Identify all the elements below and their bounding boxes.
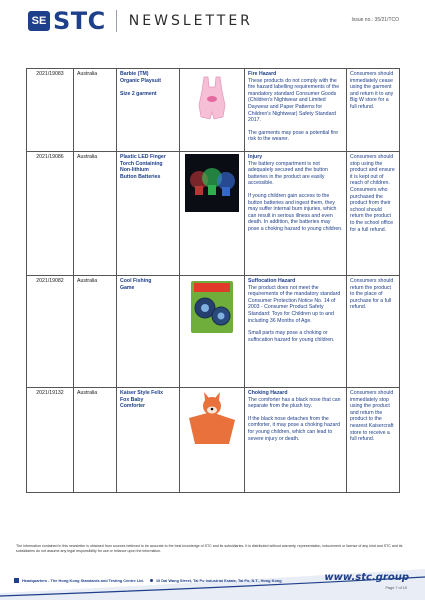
fishing-game-image <box>185 278 239 339</box>
ref-cell <box>27 69 74 152</box>
product-cell <box>117 152 180 276</box>
product-name-line: Torch Containing <box>120 160 163 167</box>
website-link[interactable]: www.stc.group <box>324 572 409 583</box>
product-name-line: Fox Baby <box>120 396 144 403</box>
table-row <box>27 69 400 152</box>
country-cell <box>74 276 117 388</box>
page-number: Page 7 of 10 <box>385 586 407 590</box>
action-cell <box>347 152 400 276</box>
image-cell <box>180 152 245 276</box>
country: Australia <box>77 390 98 396</box>
hq-label: Headquarters - The Hong Kong Standards and Testing Centre Ltd. <box>22 578 144 583</box>
stc-logo <box>28 7 253 35</box>
country: Australia <box>77 154 98 160</box>
footer-disclaimer: The information contained in this newsletter is obtained from sources believed to be accurate to the best knowledge of STC and its subsidiaries. It is distributed without warranty, representation, inducement or license of any kind and STC and its subsidiaries do not assume any legal responsibility for use or reliance upon the information. <box>16 544 403 553</box>
hazard-title: Injury <box>248 154 263 160</box>
hazard-cell <box>245 388 347 493</box>
ref-cell <box>27 276 74 388</box>
building-icon <box>14 578 19 583</box>
product-name-line: Cool Fishing <box>120 278 152 284</box>
action-text: Consumers should immediately stop using the product and return the product to the nearest Kaisercraft store to receive a full refund. <box>350 390 394 443</box>
hazard-description: The battery compartment is not adequately secured and the button batteries in the product are easily accessible. <box>248 160 328 187</box>
hazard-description: If young children gain access to the button batteries and ingest them, they may suffer internal burn injuries, which can result in serious illness and even death. In addition, the batteries may pose a choking hazard to young children. <box>248 192 343 232</box>
product-name-line: Non-lithium <box>120 167 149 174</box>
product-cell <box>117 276 180 388</box>
hazard-title: Fire Hazard <box>248 71 277 77</box>
country: Australia <box>77 278 98 284</box>
product-name-line: Button Batteries <box>120 173 161 180</box>
product-name-line: Game <box>120 284 135 291</box>
recall-table <box>26 68 400 493</box>
action-cell <box>347 388 400 493</box>
newsletter-title: NEWSLETTER <box>128 13 253 29</box>
action-text: Consumers should stop using the product and ensure it is kept out of reach of children. Consumers who purchased the product from their school should return the product to the school office for a full refund. <box>350 154 395 233</box>
product-cell <box>117 388 180 493</box>
hazard-description: If the black nose detaches from the comforter, it may pose a choking hazard for young children, which can lead to severe injury or death. <box>248 415 340 442</box>
issue-number: Issue no.: 35/21/TCO <box>351 17 399 23</box>
country-cell <box>74 152 117 276</box>
hazard-cell <box>245 152 347 276</box>
reference-number: 2021/19082 <box>36 278 64 284</box>
product-name-line: Kaiser Style Felix <box>120 390 163 396</box>
table-row <box>27 388 400 493</box>
product-name-line: Plastic LED Finger <box>120 154 166 160</box>
action-cell <box>347 276 400 388</box>
ref-cell <box>27 152 74 276</box>
newsletter-header <box>0 0 425 40</box>
stc-logo-text: STC <box>53 7 106 35</box>
footer-bar <box>0 565 425 600</box>
country: Australia <box>77 71 98 77</box>
logo-separator <box>116 10 117 32</box>
hazard-cell <box>245 69 347 152</box>
reference-number: 2021/19083 <box>36 71 64 77</box>
product-name-line: Comforter <box>120 403 146 410</box>
product-name-line: Barbie (TM) <box>120 71 149 77</box>
hazard-description: The comforter has a black nose that can separate from the plush toy. <box>248 396 341 410</box>
action-cell <box>347 69 400 152</box>
hazard-description: These products do not comply with the fire hazard labelling requirements of the mandatory standard Consumer Goods (Children's Nightwear and Limited Daywear and Paper Patterns for Children's Nightwear) Safety Standard 2017. <box>248 77 340 124</box>
action-text: Consumers should return the product to the place of purchase for a full refund. <box>350 278 394 311</box>
hazard-description: Small parts may pose a choking or suffocation hazard for young children. <box>248 330 335 343</box>
country-cell <box>74 388 117 493</box>
table-row <box>27 152 400 276</box>
ref-cell <box>27 388 74 493</box>
footer-headquarters <box>14 578 282 583</box>
table-row <box>27 276 400 388</box>
product-name-line <box>120 84 176 91</box>
action-text: Consumers should immediately cease using the garment and return it to any Big W store for a full refund. <box>350 71 394 110</box>
product-name-line: Organic Playsuit <box>120 77 161 84</box>
hq-address: 10 Dai Wang Street, Tai Po Industrial Estate, Tai Po, N.T., Hong Kong <box>155 578 282 583</box>
image-cell <box>180 276 245 388</box>
location-pin-icon <box>150 579 153 582</box>
image-cell <box>180 388 245 493</box>
product-name-line: Size 2 garment <box>120 90 157 97</box>
product-cell <box>117 69 180 152</box>
hazard-description: The garments may pose a potential fire risk to the wearer. <box>248 129 338 143</box>
hazard-title: Suffocation Hazard <box>248 278 296 284</box>
hazard-description: The product does not meet the requirements of the mandatory standard Consumer Protection Notice No. 14 of 2003 - Consumer Product Safety Standard: Toys for Children up to and including 36 Months of Age. <box>248 284 341 324</box>
fox-comforter-image <box>185 390 239 451</box>
reference-number: 2021/19132 <box>36 390 64 396</box>
country-cell <box>74 69 117 152</box>
reference-number: 2021/19086 <box>36 154 64 160</box>
pink-playsuit-image <box>185 71 239 132</box>
hazard-title: Choking Hazard <box>248 390 288 396</box>
image-cell <box>180 69 245 152</box>
led-finger-torches-image <box>185 154 239 215</box>
stc-logo-mark: SE <box>28 11 50 31</box>
hazard-cell <box>245 276 347 388</box>
